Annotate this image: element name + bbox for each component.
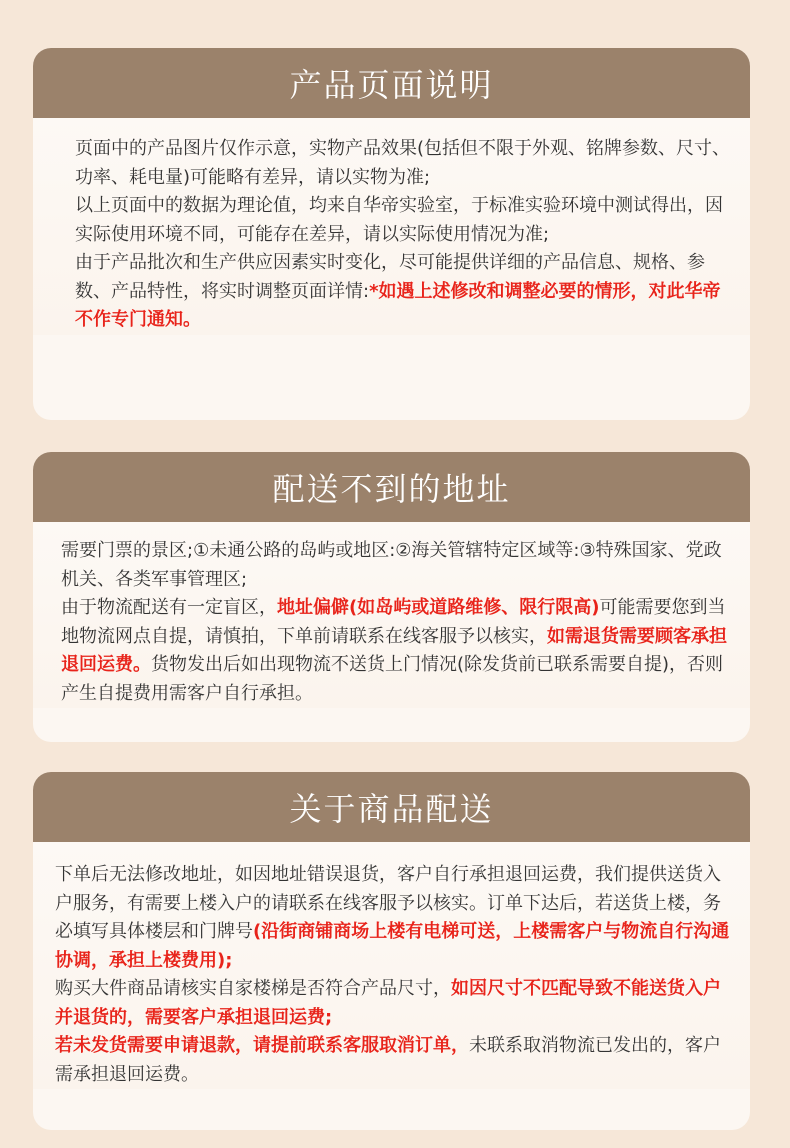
section-body — [33, 118, 750, 335]
paragraph — [75, 249, 732, 335]
section-body — [33, 842, 750, 1089]
text-segment: 由于产品批次和生产供应因素实时变化，尽可能提供详细的产品信息、规格、参数、产品特性，将实时调整页面详情: — [75, 252, 705, 302]
section-undeliverable-addresses — [33, 452, 750, 742]
text-segment: 需要门票的景区;①未通公路的岛屿或地区:②海关管辖特定区域等:③特殊国家、党政机关、各类军事管理区; — [61, 540, 722, 590]
highlight-text: 地址偏僻(如岛屿或道路维修、限行限高) — [277, 597, 600, 618]
paragraph — [55, 861, 734, 975]
text-segment: 未联系取消物流已发出的，客户需承担退回运费。 — [55, 1035, 721, 1085]
section-title: 关于商品配送 — [33, 772, 750, 842]
text-segment: 由于物流配送有一定盲区， — [61, 597, 277, 618]
highlight-text: *如遇上述修改和调整必要的情形，对此华帝不作专门通知。 — [75, 280, 721, 330]
text-segment: 页面中的产品图片仅作示意，实物产品效果(包括但不限于外观、铭牌参数、尺寸、功率、耗电量)可能略有差异，请以实物为准; — [75, 138, 731, 188]
paragraph — [55, 975, 734, 1032]
section-title: 产品页面说明 — [33, 48, 750, 118]
text-segment: 货物发出后如出现物流不送货上门情况(除发货前已联系需要自提)，否则产生自提费用需客户自行承担。 — [61, 654, 724, 704]
paragraph — [75, 192, 732, 249]
paragraph — [75, 135, 732, 192]
section-title: 配送不到的地址 — [33, 452, 750, 522]
paragraph — [55, 1032, 734, 1089]
paragraph — [61, 594, 736, 708]
highlight-text: (沿街商铺商场上楼有电梯可送，上楼需客户与物流自行沟通协调，承担上楼费用); — [55, 921, 730, 971]
highlight-text: 若未发货需要申请退款，请提前联系客服取消订单， — [55, 1035, 469, 1056]
text-segment: 可能需要您到当地物流网点自提，请慎拍，下单前请联系在线客服予以核实， — [61, 597, 726, 647]
section-body — [33, 522, 750, 708]
highlight-text: 如因尺寸不匹配导致不能送货入户并退货的，需要客户承担退回运费; — [55, 978, 721, 1028]
section-product-page-notice — [33, 48, 750, 420]
paragraph — [61, 537, 736, 594]
section-product-delivery — [33, 772, 750, 1130]
text-segment: 以上页面中的数据为理论值，均来自华帝实验室，于标准实验环境中测试得出，因实际使用环境不同，可能存在差异，请以实际使用情况为准; — [75, 195, 723, 245]
text-segment: 购买大件商品请核实自家楼梯是否符合产品尺寸， — [55, 978, 451, 999]
highlight-text: 如需退货需要顾客承担退回运费。 — [61, 625, 727, 675]
text-segment: 下单后无法修改地址，如因地址错误退货，客户自行承担退回运费，我们提供送货入户服务，有需要上楼入户的请联系在线客服予以核实。订单下达后，若送货上楼，务必填写具体楼层和门牌号 — [55, 864, 721, 942]
